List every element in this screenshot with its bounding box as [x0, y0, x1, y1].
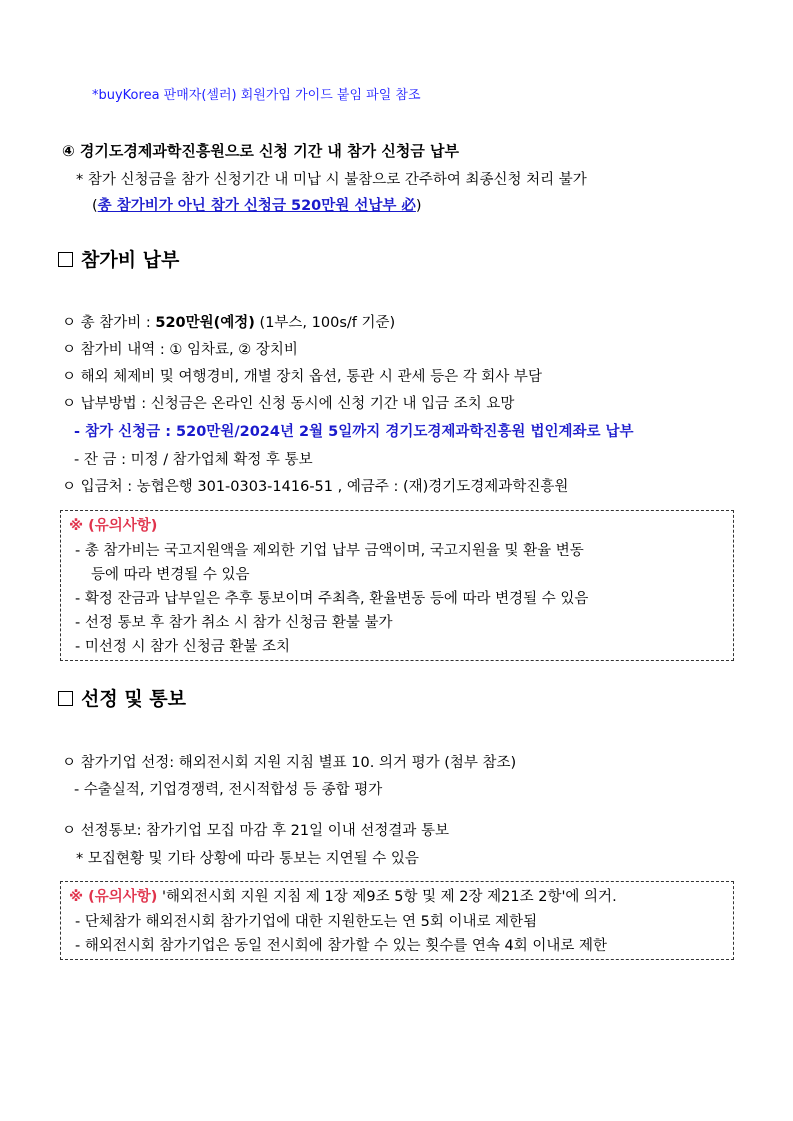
- fee-breakdown: ㅇ 참가비 내역 : ① 임차료, ② 장치비: [62, 342, 298, 358]
- fee-caution-box: [60, 510, 734, 661]
- fee-self-burden: ㅇ 해외 체제비 및 여행경비, 개별 장치 옵션, 통관 시 관세 등은 각 회사 부담: [62, 369, 542, 385]
- section-fee-heading: [58, 247, 179, 273]
- fee-application-deposit: - 참가 신청금 : 520만원/2024년 2월 5일까지 경기도경제과학진흥원 법인계좌로 납부: [74, 424, 634, 440]
- paren-open: (: [92, 198, 98, 214]
- select-caution-line: - 해외전시회 참가기업은 동일 전시회에 참가할 수 있는 횟수를 연속 4회 이내로 제한: [75, 938, 607, 954]
- fee-caution-line: - 미선정 시 참가 신청금 환불 조치: [75, 639, 290, 655]
- prepayment-link[interactable]: 총 참가비가 아닌 참가 신청금 520만원 선납부 必: [97, 198, 416, 214]
- step4-emphasis: [92, 196, 422, 216]
- fee-caution-title: ※ (유의사항): [69, 518, 158, 534]
- select-caution-basis: '해외전시회 지원 지침 제 1장 제9조 5항 및 제 2장 제21조 2항'에 의거.: [157, 889, 617, 905]
- section-select-title: 선정 및 통보: [81, 688, 186, 710]
- select-notification: ㅇ 선정통보: 참가기업 모집 마감 후 21일 이내 선정결과 통보: [62, 823, 449, 839]
- fee-caution-line: - 총 참가비는 국고지원액을 제외한 기업 납부 금액이며, 국고지원율 및 환율 변동: [75, 543, 584, 559]
- step4-title: ④ 경기도경제과학진흥원으로 신청 기간 내 참가 신청금 납부: [62, 142, 460, 160]
- fee-caution-line: 등에 따라 변경될 수 있음: [91, 567, 250, 583]
- fee-caution-line: - 확정 잔금과 납부일은 추후 통보이며 주최측, 환율변동 등에 따라 변경될 수 있음: [75, 591, 589, 607]
- fee-payment-method: ㅇ 납부방법 : 신청금은 온라인 신청 동시에 신청 기간 내 입금 조치 요망: [62, 396, 515, 412]
- fee-balance: - 잔 금 : 미정 / 참가업체 확정 후 통보: [74, 452, 313, 468]
- square-bullet-icon: [58, 252, 73, 267]
- section-fee-title: 참가비 납부: [81, 249, 180, 271]
- section-select-heading: [58, 686, 186, 712]
- fee-caution-line: - 선정 통보 후 참가 취소 시 참가 신청금 환불 불가: [75, 615, 393, 631]
- fee-total-label: ㅇ 총 참가비 :: [62, 315, 156, 331]
- paren-close: ): [415, 198, 422, 214]
- select-delay-note: * 모집현황 및 기타 상황에 따라 통보는 지연될 수 있음: [76, 851, 419, 867]
- select-caution-line: - 단체참가 해외전시회 참가기업에 대한 지원한도는 연 5회 이내로 제한됨: [75, 914, 538, 930]
- select-caution-box: [60, 881, 734, 960]
- fee-total: [62, 313, 395, 333]
- fee-total-basis: (1부스, 100s/f 기준): [254, 315, 396, 331]
- select-criteria: ㅇ 참가기업 선정: 해외전시회 지원 지침 별표 10. 의거 평가 (첨부 참조): [62, 755, 517, 771]
- step4-note: * 참가 신청금을 참가 신청기간 내 미납 시 불참으로 간주하여 최종신청 처리 불가: [76, 172, 587, 188]
- select-caution-header: [69, 887, 617, 907]
- buykorea-guide-note: *buyKorea 판매자(셀러) 회원가입 가이드 붙임 파일 참조: [92, 88, 421, 103]
- select-evaluation: - 수출실적, 기업경쟁력, 전시적합성 등 종합 평가: [74, 782, 383, 798]
- square-bullet-icon: [58, 691, 73, 706]
- select-caution-title: ※ (유의사항): [69, 889, 158, 905]
- fee-total-amount: 520만원(예정): [155, 315, 255, 331]
- fee-bank-account: ㅇ 입금처 : 농협은행 301-0303-1416-51 , 예금주 : (재)경기도경제과학진흥원: [62, 479, 569, 495]
